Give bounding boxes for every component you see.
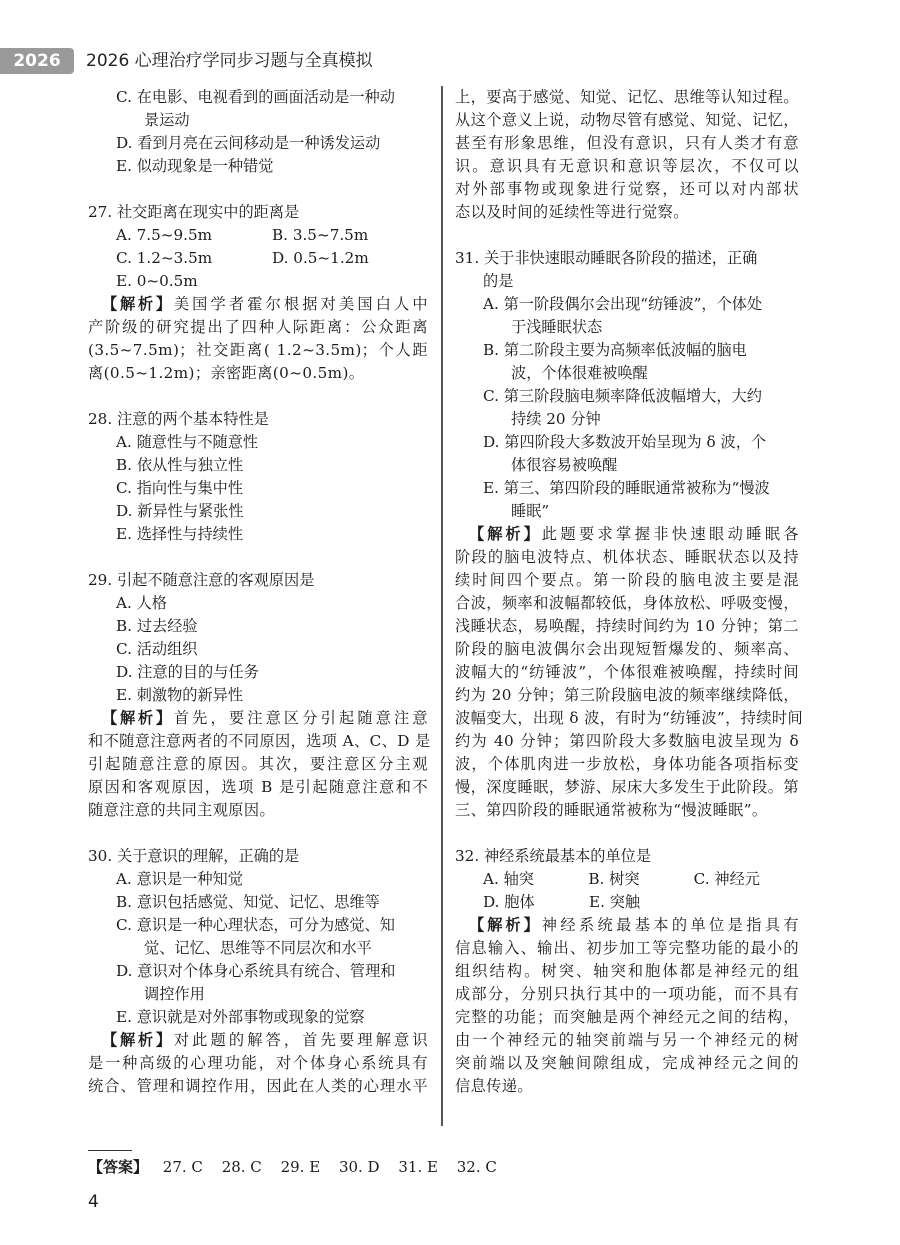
analysis-block <box>88 707 431 822</box>
answer-item: 30. D <box>338 1158 380 1176</box>
question-stem-cont: 的是 <box>483 272 514 290</box>
analysis-tag: 【解析】 <box>102 295 174 313</box>
analysis-line: 浅睡状态，易唤醒，持续时间约为 10 分钟；第二 <box>455 617 799 635</box>
question-stem: 29. 引起不随意注意的客观原因是 <box>88 571 315 589</box>
option-a: A. 轴突 <box>483 870 534 888</box>
option-a: A. 人格 <box>116 594 167 612</box>
analysis-line: 波幅变大，出现 δ 波，有时为“纺锤波”，持续时间 <box>455 709 804 727</box>
option-d: D. 意识对个体身心系统具有统合、管理和 <box>116 962 396 980</box>
analysis-line: 是一种高级的心理功能，对个体身心系统具有 <box>88 1054 428 1072</box>
question-29 <box>88 569 431 822</box>
analysis-line: 态以及时间的延续性等进行觉察。 <box>455 203 689 221</box>
answer-item: 27. C <box>162 1158 203 1176</box>
analysis-line: 慢，深度睡眠，梦游、尿床大多发生于此阶段。第 <box>455 778 799 796</box>
question-stem: 31. 关于非快速眼动睡眠各阶段的描述，正确 <box>455 249 758 267</box>
question-30 <box>88 845 428 1098</box>
option-e: E. 刺激物的新异性 <box>116 686 244 704</box>
analysis-line: 突前端以及突触间隙组成，完成神经元之间的 <box>455 1054 799 1072</box>
analysis-line: 对此题的解答，首先要理解意识 <box>173 1031 428 1049</box>
option-e-cont: 睡眠” <box>511 502 550 520</box>
option-b: B. 意识包括感觉、知觉、记忆、思维等 <box>116 893 380 911</box>
analysis-line: 波，个体肌肉进一步放松，身体功能各项指标变 <box>455 755 799 773</box>
left-column <box>88 86 431 1098</box>
analysis-line: 阶段的脑电波偶尔会出现短暂爆发的、频率高、 <box>455 640 799 658</box>
analysis-line: 随意注意的共同主观原因。 <box>88 801 276 819</box>
question-31 <box>455 247 804 822</box>
analysis-line: 成部分，分别只执行其中的一项功能，而不具有 <box>455 985 799 1003</box>
option-a: A. 随意性与不随意性 <box>116 433 259 451</box>
option-b: B. 3.5~7.5m <box>272 226 369 244</box>
analysis-line: 和不随意注意两者的不同原因，选项 A、C、D 是 <box>88 732 431 750</box>
analysis-line: 甚至有形象思维，但没有意识，只有人类才有意 <box>455 134 799 152</box>
analysis-line: 波幅大的“纺锤波”，个体很难被唤醒，持续时间 <box>455 663 799 681</box>
analysis-line: 上，要高于感觉、知觉、记忆、思维等认知过程。 <box>455 88 799 106</box>
option-e: E. 选择性与持续性 <box>116 525 244 543</box>
option-c: C. 1.2~3.5m <box>116 249 213 267</box>
question-28 <box>88 408 428 546</box>
analysis-line: 原因和客观原因，选项 B 是引起随意注意和不 <box>88 778 428 796</box>
analysis-line: 识。意识具有无意识和意识等层次，不仅可以 <box>455 157 799 175</box>
analysis-line: (3.5~7.5m)；社交距离( 1.2~3.5m)；个人距 <box>88 341 428 359</box>
option-a: A. 7.5~9.5m <box>116 226 213 244</box>
analysis-line: 离(0.5~1.2m)；亲密距离(0~0.5m)。 <box>88 364 365 382</box>
page-number: 4 <box>88 1192 99 1212</box>
option-d: D. 胞体 <box>483 893 535 911</box>
right-column <box>455 86 804 1098</box>
option-b: B. 过去经验 <box>116 617 198 635</box>
option-d: D. 第四阶段大多数波开始呈现为 δ 波，个 <box>483 433 767 451</box>
option-line: 景运动 <box>144 111 190 129</box>
analysis-line: 神经系统最基本的单位是指具有 <box>541 916 800 934</box>
answer-item: 28. C <box>221 1158 262 1176</box>
option-a: A. 意识是一种知觉 <box>116 870 243 888</box>
analysis-line: 约为 20 分钟；第三阶段脑电波的频率继续降低， <box>455 686 799 704</box>
option-c-cont: 觉、记忆、思维等不同层次和水平 <box>144 939 372 957</box>
option-e: E. 突触 <box>589 893 641 911</box>
question-stem: 32. 神经系统最基本的单位是 <box>455 847 652 865</box>
analysis-tag: 【解析】 <box>469 916 542 934</box>
header-year-badge: 2026 <box>0 48 74 74</box>
question-stem: 27. 社交距离在现实中的距离是 <box>88 203 300 221</box>
option-b-cont: 波，个体很难被唤醒 <box>511 364 648 382</box>
analysis-line: 阶段的脑电波特点、机体状态、睡眠状态以及持 <box>455 548 799 566</box>
answer-key <box>88 1156 511 1178</box>
analysis-line: 从这个意义上说，动物尽管有感觉、知觉、记忆， <box>455 111 799 129</box>
analysis-line: 信息传递。 <box>455 1077 533 1095</box>
option-row <box>455 891 799 914</box>
option-c-cont: 持续 20 分钟 <box>511 410 601 428</box>
analysis-line: 美国学者霍尔根据对美国白人中 <box>173 295 428 313</box>
question-stem: 28. 注意的两个基本特性是 <box>88 410 269 428</box>
answer-rule <box>88 1150 132 1151</box>
analysis-block <box>88 1029 428 1098</box>
answer-item: 31. E <box>398 1158 438 1176</box>
analysis-line: 完整的功能；而突触是两个神经元之间的结构， <box>455 1008 799 1026</box>
option-c: C. 神经元 <box>693 870 760 888</box>
analysis-line: 信息输入、输出、初步加工等完整功能的最小的 <box>455 939 799 957</box>
question-26-tail <box>88 86 428 178</box>
option-e: E. 意识就是对外部事物或现象的觉察 <box>116 1008 365 1026</box>
option-row <box>88 224 428 247</box>
answer-item: 32. C <box>456 1158 497 1176</box>
analysis-line: 三、第四阶段的睡眠通常被称为“慢波睡眠”。 <box>455 801 768 819</box>
analysis-line: 产阶级的研究提出了四种人际距离：公众距离 <box>88 318 428 336</box>
option-line: E. 似动现象是一种错觉 <box>116 157 274 175</box>
question-27 <box>88 201 428 385</box>
analysis-line: 统合、管理和调控作用，因此在人类的心理水平 <box>88 1077 428 1095</box>
question-30-analysis-cont <box>455 86 799 224</box>
option-e: E. 第三、第四阶段的睡眠通常被称为“慢波 <box>483 479 770 497</box>
option-c: C. 第三阶段脑电频率降低波幅增大，大约 <box>483 387 762 405</box>
option-d: D. 0.5~1.2m <box>272 249 369 267</box>
option-d-cont: 体很容易被唤醒 <box>511 456 618 474</box>
analysis-line: 首先，要注意区分引起随意注意 <box>173 709 428 727</box>
option-a: A. 第一阶段偶尔会出现“纺锤波”，个体处 <box>483 295 763 313</box>
option-d-cont: 调控作用 <box>144 985 205 1003</box>
analysis-tag: 【解析】 <box>102 709 174 727</box>
option-b: B. 第二阶段主要为高频率低波幅的脑电 <box>483 341 747 359</box>
header-title: 2026 心理治疗学同步习题与全真模拟 <box>86 51 373 71</box>
option-c: C. 意识是一种心理状态，可分为感觉、知 <box>116 916 395 934</box>
analysis-block <box>455 523 804 822</box>
question-32 <box>455 845 799 1098</box>
analysis-line: 约为 40 分钟；第四阶段大多数脑电波呈现为 δ <box>455 732 799 750</box>
option-b: B. 依从性与独立性 <box>116 456 244 474</box>
option-e: E. 0~0.5m <box>116 272 198 290</box>
analysis-tag: 【解析】 <box>469 525 542 543</box>
analysis-line: 合波，频率和波幅都较低，身体放松、呼吸变慢， <box>455 594 799 612</box>
column-divider <box>441 86 443 1126</box>
option-line: C. 在电影、电视看到的画面活动是一种动 <box>116 88 395 106</box>
analysis-line: 此题要求掌握非快速眼动睡眠各 <box>541 525 800 543</box>
analysis-tag: 【解析】 <box>102 1031 174 1049</box>
option-d: D. 新异性与紧张性 <box>116 502 244 520</box>
analysis-line: 由一个神经元的轴突前端与另一个神经元的树 <box>455 1031 799 1049</box>
analysis-block <box>88 293 428 385</box>
analysis-line: 引起随意注意的原因。其次，要注意区分主观 <box>88 755 428 773</box>
option-c: C. 指向性与集中性 <box>116 479 244 497</box>
analysis-line: 对外部事物或现象进行觉察，还可以对内部状 <box>455 180 799 198</box>
option-c: C. 活动组织 <box>116 640 198 658</box>
answer-tag: 【答案】 <box>88 1158 149 1176</box>
option-b: B. 树突 <box>588 870 640 888</box>
option-row <box>88 247 428 270</box>
option-a-cont: 于浅睡眠状态 <box>511 318 603 336</box>
answer-item: 29. E <box>280 1158 321 1176</box>
option-d: D. 注意的目的与任务 <box>116 663 259 681</box>
analysis-line: 组织结构。树突、轴突和胞体都是神经元的组 <box>455 962 799 980</box>
analysis-block <box>455 914 799 1098</box>
option-line: D. 看到月亮在云间移动是一种诱发运动 <box>116 134 381 152</box>
analysis-line: 续时间四个要点。第一阶段的脑电波主要是混 <box>455 571 799 589</box>
option-row <box>455 868 799 891</box>
question-stem: 30. 关于意识的理解，正确的是 <box>88 847 300 865</box>
